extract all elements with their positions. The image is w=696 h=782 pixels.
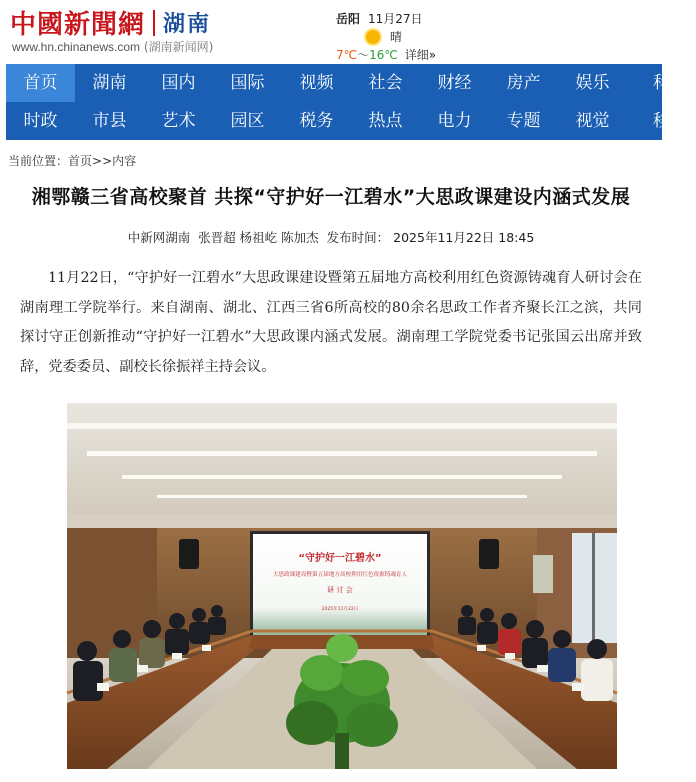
publish-label: 发布时间： [326, 230, 390, 245]
article-title: 湘鄂赣三省高校聚首 共探“守护好一江碧水”大思政课建设内涵式发展 [31, 186, 631, 208]
screen-title: “守护好一江碧水” [298, 553, 382, 564]
publish-time: 2025年11月22日 18:45 [393, 230, 535, 245]
weather-city: 岳阳 [336, 12, 361, 26]
weather-temp-low: 7℃ [336, 48, 358, 62]
nav-item-society[interactable]: 社会 [368, 73, 403, 93]
nav-row-2 [6, 102, 670, 140]
nav-item-domestic[interactable]: 国内 [161, 73, 196, 93]
main-nav [6, 64, 670, 140]
weather-detail-link[interactable]: 详细» [404, 48, 437, 62]
nav-item-tax[interactable]: 税务 [299, 111, 334, 131]
breadcrumb-separator: >> [92, 154, 113, 168]
logo-main-text: 中國新聞網 [10, 10, 146, 40]
breadcrumb-current: 内容 [112, 154, 137, 168]
nav-item-hot[interactable]: 热点 [368, 111, 403, 131]
nav-item-arts[interactable]: 艺术 [161, 111, 196, 131]
weather-date: 11月27日 [368, 12, 423, 26]
nav-item-international[interactable]: 国际 [230, 73, 265, 93]
article-paragraph: 11月22日，“守护好一江碧水”大思政课建设暨第五届地方高校利用红色资源铸魂育人研讨会在湖南理工学院举行。来自湖南、湖北、江西三省6所高校的80余名思政工作者齐聚长江之滨，共同探讨守正创新推动“守护好一江碧水”大思政课内涵式发展。湖南理工学院党委书记张国云出席并致辞，党委委员、副校长徐振祥主持会议。 [20, 270, 642, 375]
nav-item-realestate[interactable]: 房产 [506, 73, 541, 93]
nav-item-science[interactable]: 科 [653, 73, 670, 93]
nav-item-entertainment[interactable]: 娱乐 [575, 73, 610, 93]
nav-item-counties[interactable]: 市县 [92, 111, 127, 131]
weather-temp-high: 16℃ [369, 48, 398, 62]
nav-item-video[interactable]: 视频 [299, 73, 334, 93]
article-source: 中新网湖南 [127, 230, 191, 245]
nav-item-finance[interactable]: 财经 [437, 73, 472, 93]
sun-icon [366, 30, 380, 44]
nav-item-special[interactable]: 专题 [506, 111, 541, 131]
conference-room-image [67, 403, 617, 769]
nav-item-mobile[interactable]: 移 [653, 111, 670, 131]
site-url-name: (湖南新闻网) [143, 40, 214, 54]
screen-subtitle: 大思政课建设暨第五届地方高校利用红色资源铸魂育人 [272, 572, 408, 578]
publish-time-group [327, 230, 535, 245]
weather-temp-separator: ～ [357, 48, 370, 62]
site-header [0, 0, 662, 64]
screen-line3: 研 讨 会 [327, 586, 353, 594]
nav-item-politics[interactable]: 时政 [23, 111, 58, 131]
logo-region-text: 湖南 [163, 12, 212, 37]
site-url-domain: www.hn.chinanews.com [12, 40, 141, 54]
nav-item-hunan[interactable]: 湖南 [92, 73, 127, 93]
article-photo [67, 403, 617, 769]
article-authors: 张晋超 杨祖屹 陈加杰 [198, 230, 319, 245]
site-url [12, 38, 213, 55]
site-logo[interactable] [10, 4, 211, 41]
logo-divider [153, 10, 155, 36]
nav-row-1 [6, 64, 670, 102]
screen-date: 2025年11月22日 [321, 607, 359, 612]
breadcrumb-home-link[interactable]: 首页 [68, 154, 93, 168]
nav-item-power[interactable]: 电力 [437, 111, 472, 131]
article-meta [0, 228, 662, 246]
nav-item-visual[interactable]: 视觉 [575, 111, 610, 131]
weather-widget [336, 10, 456, 63]
breadcrumb [8, 152, 136, 169]
nav-item-home[interactable]: 首页 [6, 64, 75, 102]
nav-item-parks[interactable]: 园区 [230, 111, 265, 131]
weather-condition: 晴 [390, 30, 403, 44]
breadcrumb-label: 当前位置： [8, 154, 69, 168]
